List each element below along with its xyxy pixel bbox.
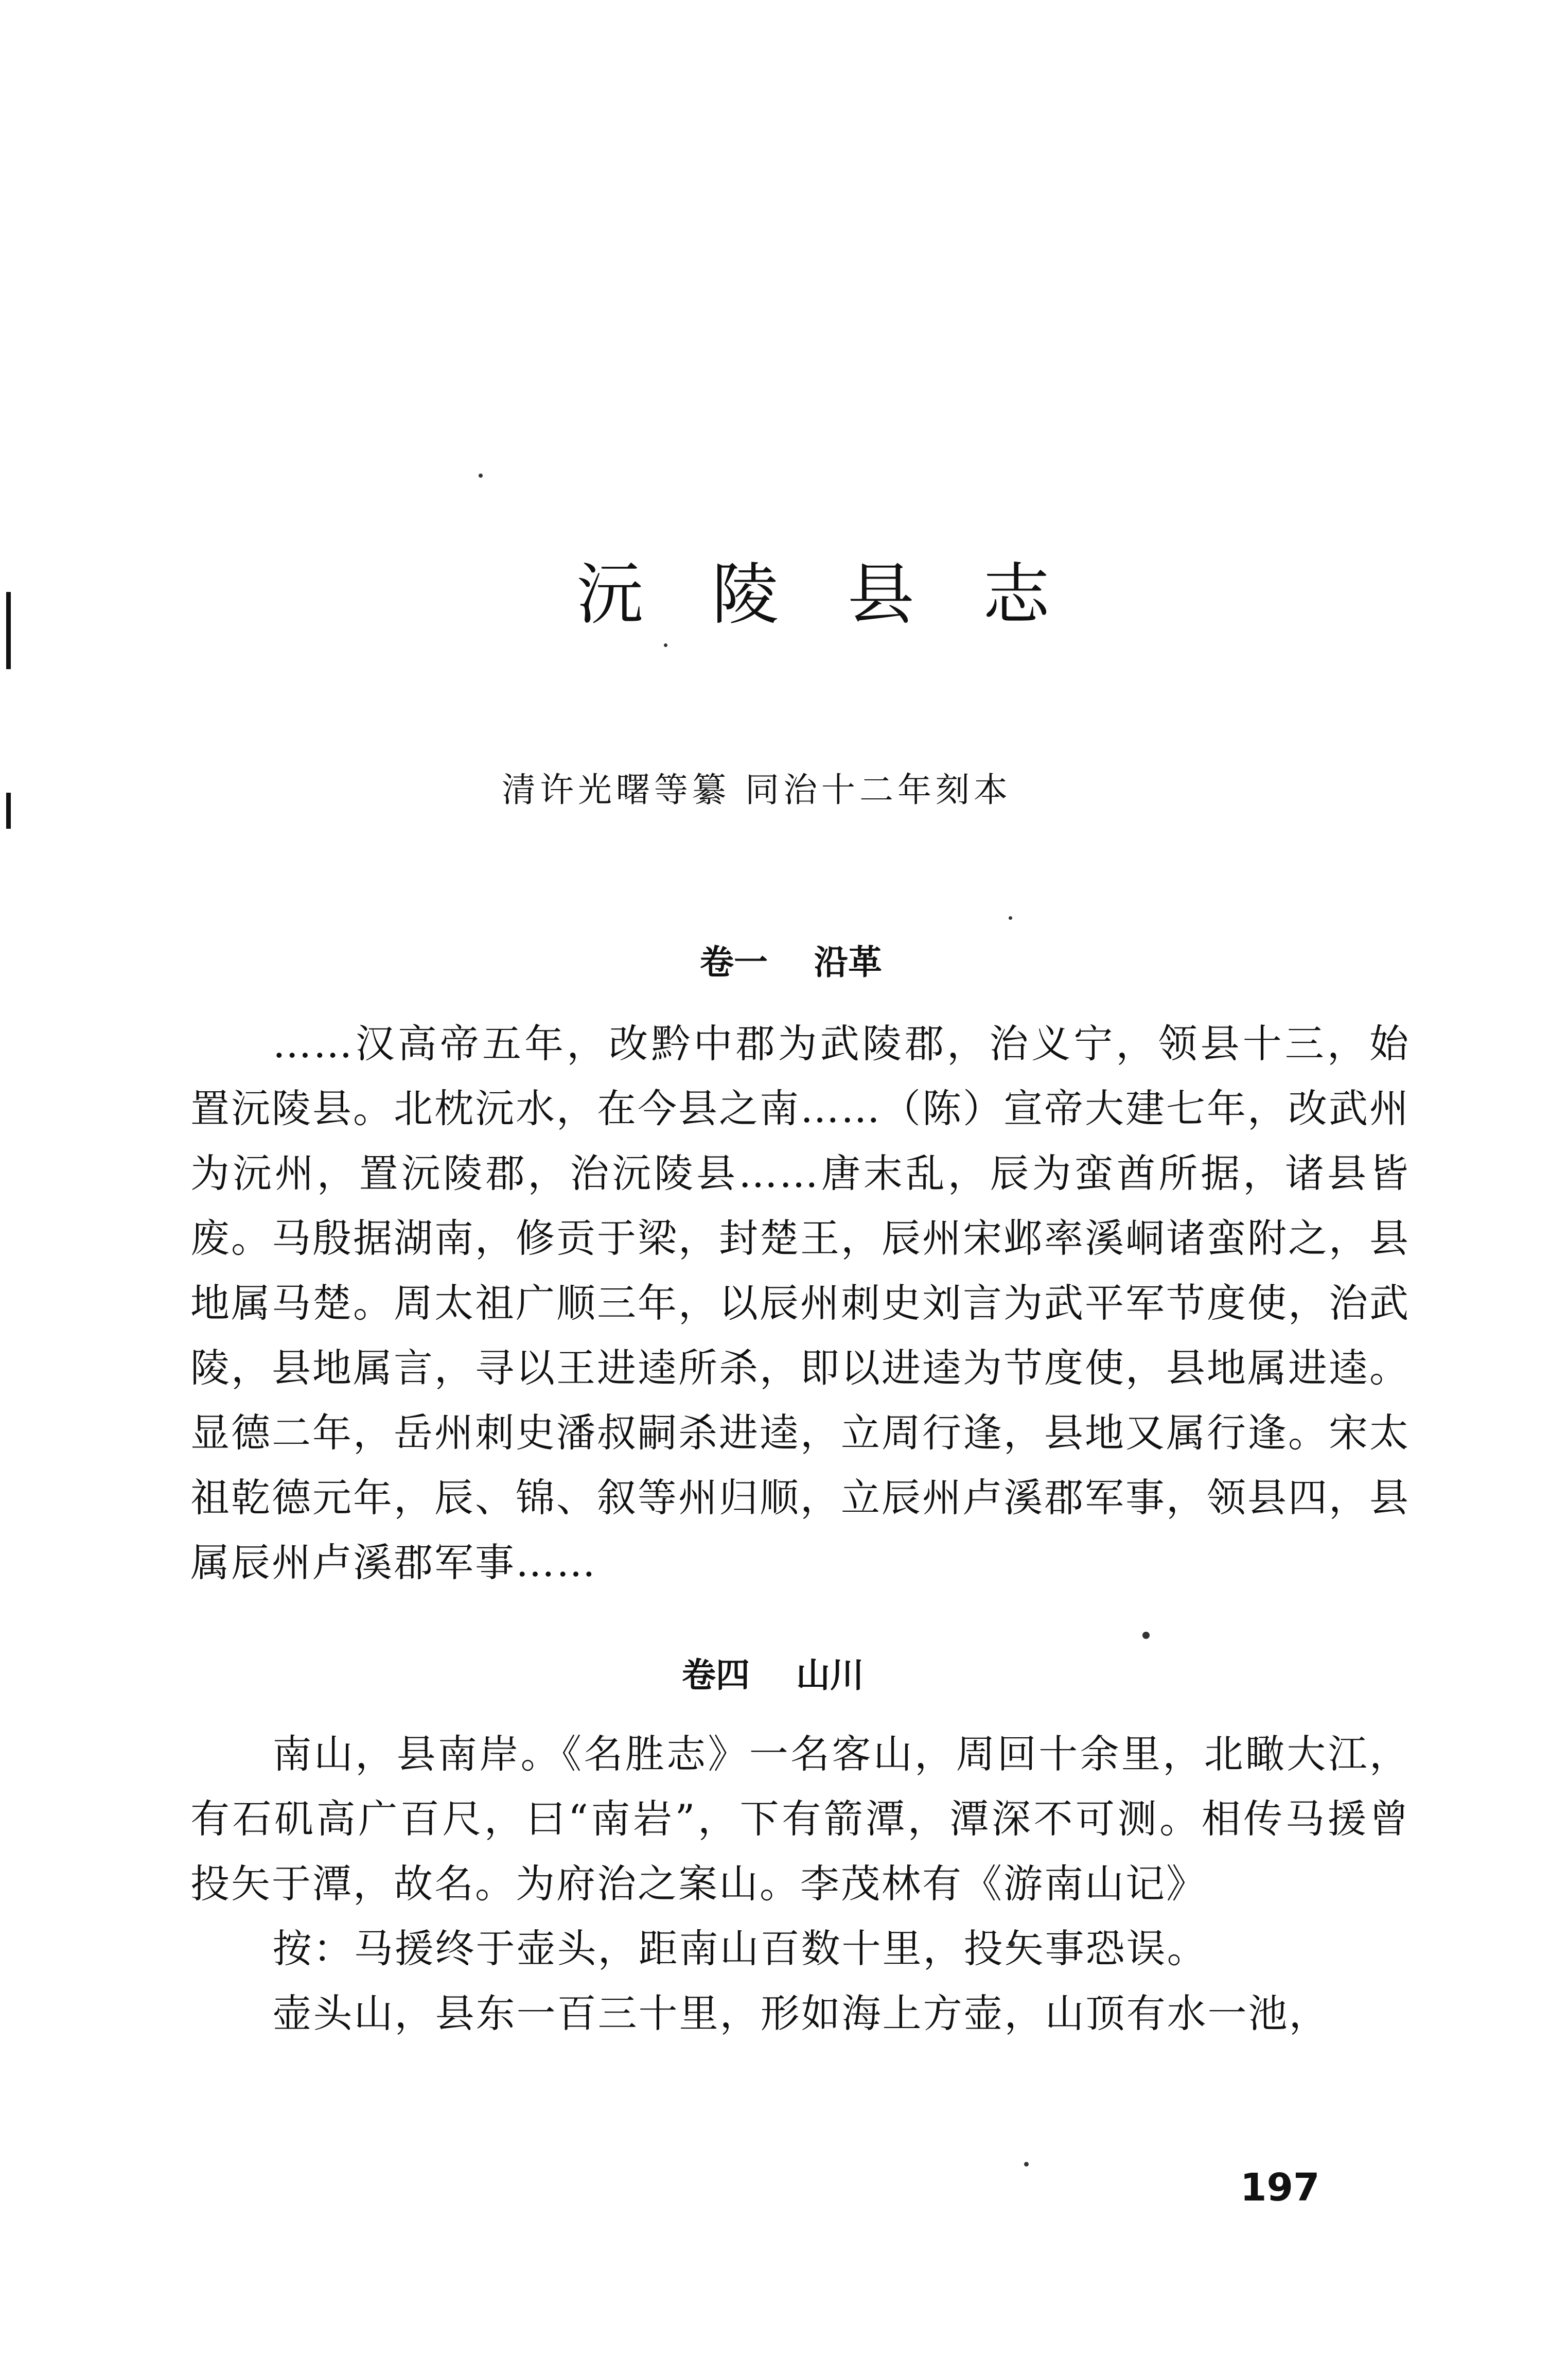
document-title [576, 556, 1050, 633]
section-body [190, 1722, 1410, 2046]
paragraph: 南山，县南岸。《名胜志》一名客山，周回十余里，北瞰大江，有石矶高广百尺，曰“南岩”，下有箭潭，潭深不可测。相传马援曾投矢于潭，故名。为府治之案山。李茂林有《游南山记》 [190, 1731, 1410, 1907]
page-number: 197 [1240, 2165, 1320, 2210]
title-char: 沅 [576, 555, 644, 634]
section-name: 山川 [796, 1655, 864, 1695]
paragraph: 壶头山，县东一百三十里，形如海上方壶，山顶有水一池， [272, 1990, 1330, 2036]
title-char: 志 [982, 555, 1050, 634]
scan-edge-mark [6, 592, 11, 669]
section-body [190, 1011, 1410, 1595]
scan-speck [1009, 916, 1012, 920]
scan-speck [1142, 1632, 1150, 1639]
section-volume: 卷四 [682, 1655, 750, 1695]
paragraph: 按：马援终于壶头，距南山百数十里，投矢事恐误。 [272, 1926, 1208, 1971]
scan-edge-mark [6, 793, 11, 829]
section-volume: 卷一 [700, 942, 768, 982]
title-char: 陵 [712, 555, 779, 634]
title-char: 县 [847, 555, 914, 634]
section-heading [682, 1652, 864, 1699]
section-heading [700, 939, 882, 986]
scan-speck [664, 643, 667, 647]
scan-speck [1024, 2162, 1029, 2167]
document-subtitle: 清许光曙等纂 同治十二年刻本 [502, 770, 1012, 810]
paragraph: ……汉高帝五年，改黔中郡为武陵郡，治义宁，领县十三，始置沅陵县。北枕沅水，在今县之南……（陈）宣帝大建七年，改武州为沅州，置沅陵郡，治沅陵县……唐末乱，辰为蛮酋所据，诸县皆废。马殷据湖南，修贡于梁，封楚王，辰州宋邺率溪峒诸蛮附之，县地属马楚。周太祖广顺三年，以辰州刺史刘言为武平军节度使，治武陵，县地属言，寻以王进逵所杀，即以进逵为节度使，县地属进逵。显德二年，岳州刺史潘叔嗣杀进逵，立周行逢，县地又属行逢。宋太祖乾德元年，辰、锦、叙等州归顺，立辰州卢溪郡军事，领县四，县属辰州卢溪郡军事…… [190, 1021, 1410, 1585]
section-name: 沿革 [814, 942, 882, 982]
scan-speck [479, 474, 483, 478]
